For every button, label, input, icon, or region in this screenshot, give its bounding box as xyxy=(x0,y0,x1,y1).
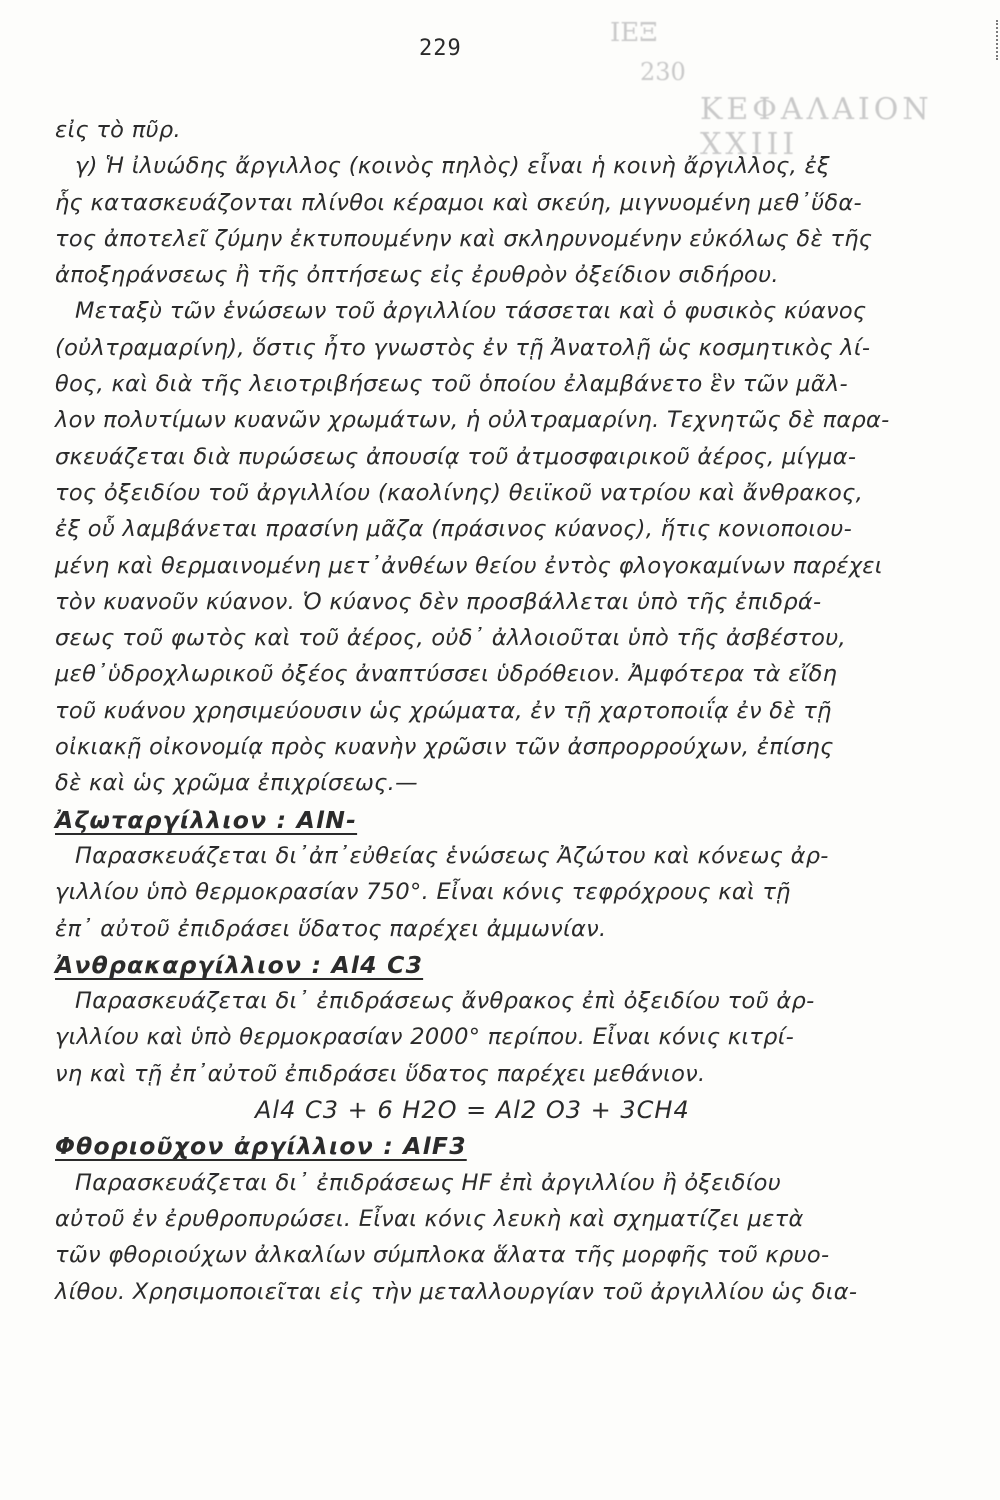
text-line: ἧς κατασκευάζονται πλίνθοι κέραμοι καὶ σκεύη, μιγνυομένη μεθ᾽ὕδα- xyxy=(55,189,862,216)
text-line: μεθ᾽ὑδροχλωρικοῦ ὀξέος ἀναπτύσσει ὑδρόθειον. Ἀμφότερα τὰ εἴδη xyxy=(55,661,838,688)
text-line: τος ἀποτελεῖ ζύμην ἐκτυπουμένην καὶ σκληρυνομένην εὐκόλως δὲ τῆς xyxy=(55,225,873,252)
text-line: τος ὀξειδίου τοῦ ἀργιλλίου (καολίνης) θειϊκοῦ νατρίου καὶ ἄνθρακος, xyxy=(55,479,864,506)
text-line: μένη καὶ θερμαινομένη μετ᾽ἀνθέων θείου ἐντὸς φλογοκαμίνων παρέχει xyxy=(55,552,883,579)
section-heading-line xyxy=(55,947,950,983)
text-line: νη καὶ τῇ ἐπ᾽αὐτοῦ ἐπιδράσει ὕδατος παρέχει μεθάνιον. xyxy=(55,1060,706,1087)
text-line: σκευάζεται διὰ πυρώσεως ἀπουσίᾳ τοῦ ἀτμοσφαιρικοῦ ἀέρος, μίγμα- xyxy=(55,443,857,470)
text-line: γιλλίου ὑπὸ θερμοκρασίαν 750°. Εἶναι κόνις τεφρόχρους καὶ τῇ xyxy=(55,879,791,906)
text-line: ἐξ οὗ λαμβάνεται πρασίνη μᾶζα (πράσινος κύανος), ἥτις κονιοποιου- xyxy=(55,516,853,543)
bleed-through-text: 230 xyxy=(640,58,686,86)
bleed-through-text: ΚΕΦΑΛΑΙΟΝ ΧΧΙΙΙ xyxy=(700,92,933,162)
text-line: γ) Ἡ ἰλυώδης ἄργιλλος (κοινὸς πηλὸς) εἶναι ἡ κοινὴ ἄργιλλος, ἐξ xyxy=(75,153,830,180)
text-line: ἀποξηράνσεως ἢ τῆς ὀπτήσεως εἰς ἐρυθρὸν ὀξείδιον σιδήρου. xyxy=(55,262,779,289)
text-line: σεως τοῦ φωτὸς καὶ τοῦ ἀέρος, οὐδ᾽ ἀλλοιοῦται ὑπὸ τῆς ἀσβέστου, xyxy=(55,625,846,652)
chemical-equation: Al4 C3 + 6 H2O = Al2 O3 + 3CH4 xyxy=(255,1096,690,1125)
text-line: οἰκιακῇ οἰκονομίᾳ πρὸς κυανὴν χρῶσιν τῶν ἀσπρορρούχων, ἐπίσης xyxy=(55,734,834,761)
section-heading-line xyxy=(55,1128,950,1164)
text-line: λον πολυτίμων κυανῶν χρωμάτων, ἡ οὐλτραμαρίνη. Τεχνητῶς δὲ παρα- xyxy=(55,407,890,434)
text-line: δὲ καὶ ὡς χρῶμα ἐπιχρίσεως.— xyxy=(55,770,418,797)
page-edge-marks xyxy=(992,20,998,60)
text-line: αὐτοῦ ἐν ἐρυθροπυρώσει. Εἶναι κόνις λευκὴ καὶ σχηματίζει μετὰ xyxy=(55,1205,804,1232)
text-line: τῶν φθοριούχων ἀλκαλίων σύμπλοκα ἅλατα τῆς μορφῆς τοῦ κρυο- xyxy=(55,1242,830,1269)
section-heading-line xyxy=(55,802,950,838)
section-heading-azotargillion: Ἀζωταργίλλιον : AlN- xyxy=(55,805,358,834)
section-heading-anthrakargillion: Ἀνθρακαργίλλιον : Al4 C3 xyxy=(55,950,424,979)
text-line: τοῦ κυάνου χρησιμεύουσιν ὡς χρώματα, ἐν τῇ χαρτοποιΐᾳ ἐν δὲ τῇ xyxy=(55,697,832,724)
text-line: Παρασκευάζεται δι᾽ἀπ᾽εὐθείας ἑνώσεως Ἀζώτου καὶ κόνεως ἀρ- xyxy=(75,842,829,869)
text-line: Παρασκευάζεται δι᾽ ἐπιδράσεως HF ἐπὶ ἀργιλλίου ἢ ὀξειδίου xyxy=(75,1169,782,1196)
text-line: (οὐλτραμαρίνη), ὅστις ἦτο γνωστὸς ἐν τῇ Ἀνατολῇ ὡς κοσμητικὸς λί- xyxy=(55,334,871,361)
text-line: Παρασκευάζεται δι᾽ ἐπιδράσεως ἄνθρακος ἐπὶ ὀξειδίου τοῦ ἀρ- xyxy=(75,988,815,1015)
section-heading-fthoriouxon: Φθοριοῦχον ἀργίλλιον : AlF3 xyxy=(55,1132,467,1161)
page-number: 229 xyxy=(419,36,462,61)
text-line: γιλλίου καὶ ὑπὸ θερμοκρασίαν 2000° περίπου. Εἶναι κόνις κιτρί- xyxy=(55,1024,795,1051)
handwritten-body xyxy=(55,112,950,1310)
text-line: θος, καὶ διὰ τῆς λειοτριβήσεως τοῦ ὁποίου ἐλαμβάνετο ἓν τῶν μᾶλ- xyxy=(55,371,848,398)
text-line: εἰς τὸ πῦρ. xyxy=(55,117,181,143)
text-line: Μεταξὺ τῶν ἑνώσεων τοῦ ἀργιλλίου τάσσεται καὶ ὁ φυσικὸς κύανος xyxy=(75,298,867,325)
text-line: τὸν κυανοῦν κύανον. Ὁ κύανος δὲν προσβάλλεται ὑπὸ τῆς ἐπιδρά- xyxy=(55,588,822,615)
bleed-through-text: ΙΕΞ xyxy=(610,18,658,48)
text-line: ἐπ᾽ αὐτοῦ ἐπιδράσει ὕδατος παρέχει ἀμμωνίαν. xyxy=(55,915,607,942)
text-line: λίθου. Χρησιμοποιεῖται εἰς τὴν μεταλλουργίαν τοῦ ἀργιλλίου ὡς δια- xyxy=(55,1278,858,1305)
